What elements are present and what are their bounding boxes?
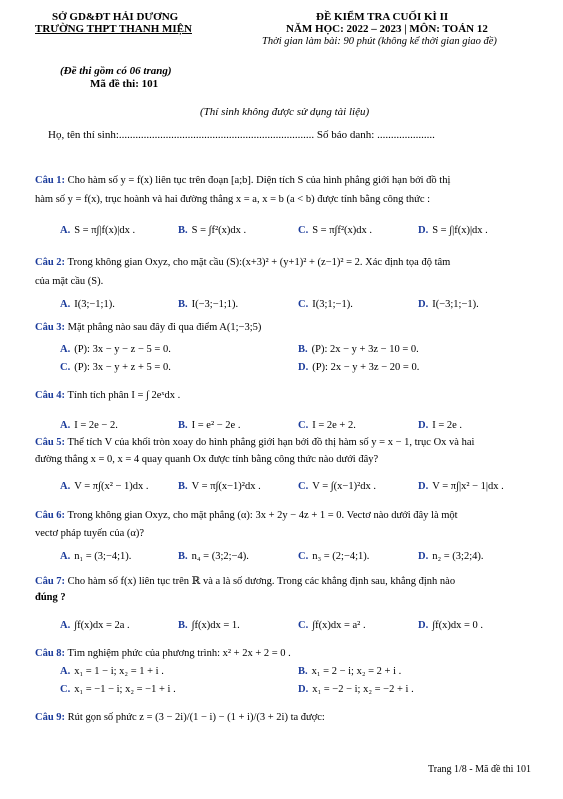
q7-option-b[interactable]: B. ∫f(x)dx = 1. — [178, 620, 240, 631]
question-label: Câu 5: — [35, 437, 66, 448]
time-note: Thời gian làm bài: 90 phút (không kể thời gian giao đề) — [262, 36, 497, 47]
q2-option-a[interactable]: A. I(3;−1;1). — [60, 299, 115, 310]
question-text: Cho hàm số y = f(x) liên tục trên đoạn [a;b]. Diện tích S của hình phẳng giới hạn bởi đồ thị — [67, 175, 451, 186]
q3-option-a[interactable]: A. (P): 3x − y − z − 5 = 0. — [60, 344, 171, 355]
question-8 — [35, 648, 291, 659]
exam-title: ĐỀ KIỂM TRA CUỐI KÌ II — [316, 11, 449, 23]
question-text: Trong không gian Oxyz, cho mặt cầu (S):(x+3)² + (y+1)² + (z−1)² = 2. Xác định tọa độ tâm — [67, 257, 451, 268]
question-text: Thể tích V của khối tròn xoay do hình phẳng giới hạn bởi đồ thị hàm số y = x − 1, trục Ox và hai — [67, 437, 475, 448]
q4-option-b[interactable]: B. I = e² − 2e . — [178, 420, 241, 431]
q1-option-a[interactable]: A. S = π∫|f(x)|dx . — [60, 225, 136, 236]
question-4 — [35, 390, 180, 401]
q8-option-d[interactable]: D. x₁ = −2 − i; x₂ = −2 + i . — [298, 684, 414, 695]
dept-name: SỞ GD&ĐT HẢI DƯƠNG — [52, 11, 179, 23]
school-year-subject: NĂM HỌC: 2022 – 2023 | MÔN: TOÁN 12 — [286, 23, 488, 35]
q6-option-a[interactable]: A. n₁ = (3;−4;1). — [60, 551, 132, 562]
q3-option-d[interactable]: D. (P): 2x − y + 3z − 20 = 0. — [298, 362, 420, 373]
question-text: Tìm nghiệm phức của phương trình: x² + 2x + 2 = 0 . — [67, 648, 291, 659]
q6-option-b[interactable]: B. n₄ = (3;2;−4). — [178, 551, 249, 562]
q2-option-b[interactable]: B. I(−3;−1;1). — [178, 299, 239, 310]
question-1-line2: hàm số y = f(x), trục hoành và hai đường thẳng x = a, x = b (a < b) được tính bằng công thức : — [35, 194, 431, 205]
page-footer: Trang 1/8 - Mã đề thi 101 — [428, 764, 531, 775]
question-label: Câu 8: — [35, 648, 66, 659]
q5-option-a[interactable]: A. V = π∫(x² − 1)dx . — [60, 481, 149, 492]
q4-option-d[interactable]: D. I = 2e . — [418, 420, 463, 431]
q7-option-d[interactable]: D. ∫f(x)dx = 0 . — [418, 620, 484, 631]
question-1 — [35, 175, 450, 186]
school-name: TRƯỜNG THPT THANH MIỆN — [35, 23, 192, 35]
question-label: Câu 1: — [35, 175, 66, 186]
notice: (Thí sinh không được sử dụng tài liệu) — [200, 106, 370, 118]
q8-option-c[interactable]: C. x₁ = −1 − i; x₂ = −1 + i . — [60, 684, 176, 695]
q5-option-d[interactable]: D. V = π∫|x² − 1|dx . — [418, 481, 504, 492]
q7-option-c[interactable]: C. ∫f(x)dx = a² . — [298, 620, 366, 631]
question-label: Câu 7: — [35, 576, 66, 587]
q1-option-c[interactable]: C. S = π∫f²(x)dx . — [298, 225, 373, 236]
question-2 — [35, 257, 450, 268]
q1-option-b[interactable]: B. S = ∫f²(x)dx . — [178, 225, 247, 236]
q2-option-d[interactable]: D. I(−3;1;−1). — [418, 299, 479, 310]
q5-option-c[interactable]: C. V = ∫(x−1)²dx . — [298, 481, 376, 492]
question-text: Rút gọn số phức z = (3 − 2i)/(1 − i) − (1 + i)/(3 + 2i) ta được: — [67, 712, 325, 723]
question-label: Câu 4: — [35, 390, 66, 401]
question-label: Câu 6: — [35, 510, 66, 521]
q3-option-b[interactable]: B. (P): 2x − y + 3z − 10 = 0. — [298, 344, 419, 355]
question-text: Mặt phẳng nào sau đây đi qua điểm A(1;−3;5) — [67, 322, 262, 333]
question-7-line2: đúng ? — [35, 592, 66, 603]
q3-option-c[interactable]: C. (P): 3x − y + z + 5 = 0. — [60, 362, 171, 373]
q5-option-b[interactable]: B. V = π∫(x−1)²dx . — [178, 481, 261, 492]
question-text: Cho hàm số f(x) liên tục trên ℝ và a là số dương. Trong các khẳng định sau, khẳng định nào — [67, 576, 456, 587]
question-6 — [35, 510, 458, 521]
question-text: Tính tích phân I = ∫ 2eˣdx . — [67, 390, 181, 401]
question-label: Câu 2: — [35, 257, 66, 268]
question-3 — [35, 322, 261, 333]
q8-option-b[interactable]: B. x₁ = 2 − i; x₂ = 2 + i . — [298, 666, 402, 677]
question-label: Câu 3: — [35, 322, 66, 333]
question-5 — [35, 437, 474, 448]
question-5-line2: đường thẳng x = 0, x = 4 quay quanh Ox được tính bằng công thức nào dưới đây? — [35, 454, 379, 465]
question-2-line2: của mặt cầu (S). — [35, 276, 104, 287]
q1-option-d[interactable]: D. S = ∫|f(x)|dx . — [418, 225, 488, 236]
question-text: Trong không gian Oxyz, cho mặt phẳng (α): 3x + 2y − 4z + 1 = 0. Vectơ nào dưới đây là một — [67, 510, 458, 521]
q2-option-c[interactable]: C. I(3;1;−1). — [298, 299, 353, 310]
q4-option-c[interactable]: C. I = 2e + 2. — [298, 420, 356, 431]
question-6-line2: vectơ pháp tuyến của (α)? — [35, 528, 145, 539]
q6-option-c[interactable]: C. n₃ = (2;−4;1). — [298, 551, 370, 562]
q8-option-a[interactable]: A. x₁ = 1 − i; x₂ = 1 + i . — [60, 666, 164, 677]
q7-option-a[interactable]: A. ∫f(x)dx = 2a . — [60, 620, 130, 631]
exam-code: Mã đề thi: 101 — [90, 78, 159, 90]
q4-option-a[interactable]: A. I = 2e − 2. — [60, 420, 118, 431]
pages-note: (Đề thi gồm có 06 trang) — [60, 65, 172, 77]
q6-option-d[interactable]: D. n₂ = (3;2;4). — [418, 551, 484, 562]
question-7 — [35, 575, 455, 587]
question-label: Câu 9: — [35, 712, 66, 723]
question-9 — [35, 712, 325, 723]
name-line: Họ, tên thí sinh:....................................................................... Số báo danh: ..................... — [48, 129, 435, 141]
